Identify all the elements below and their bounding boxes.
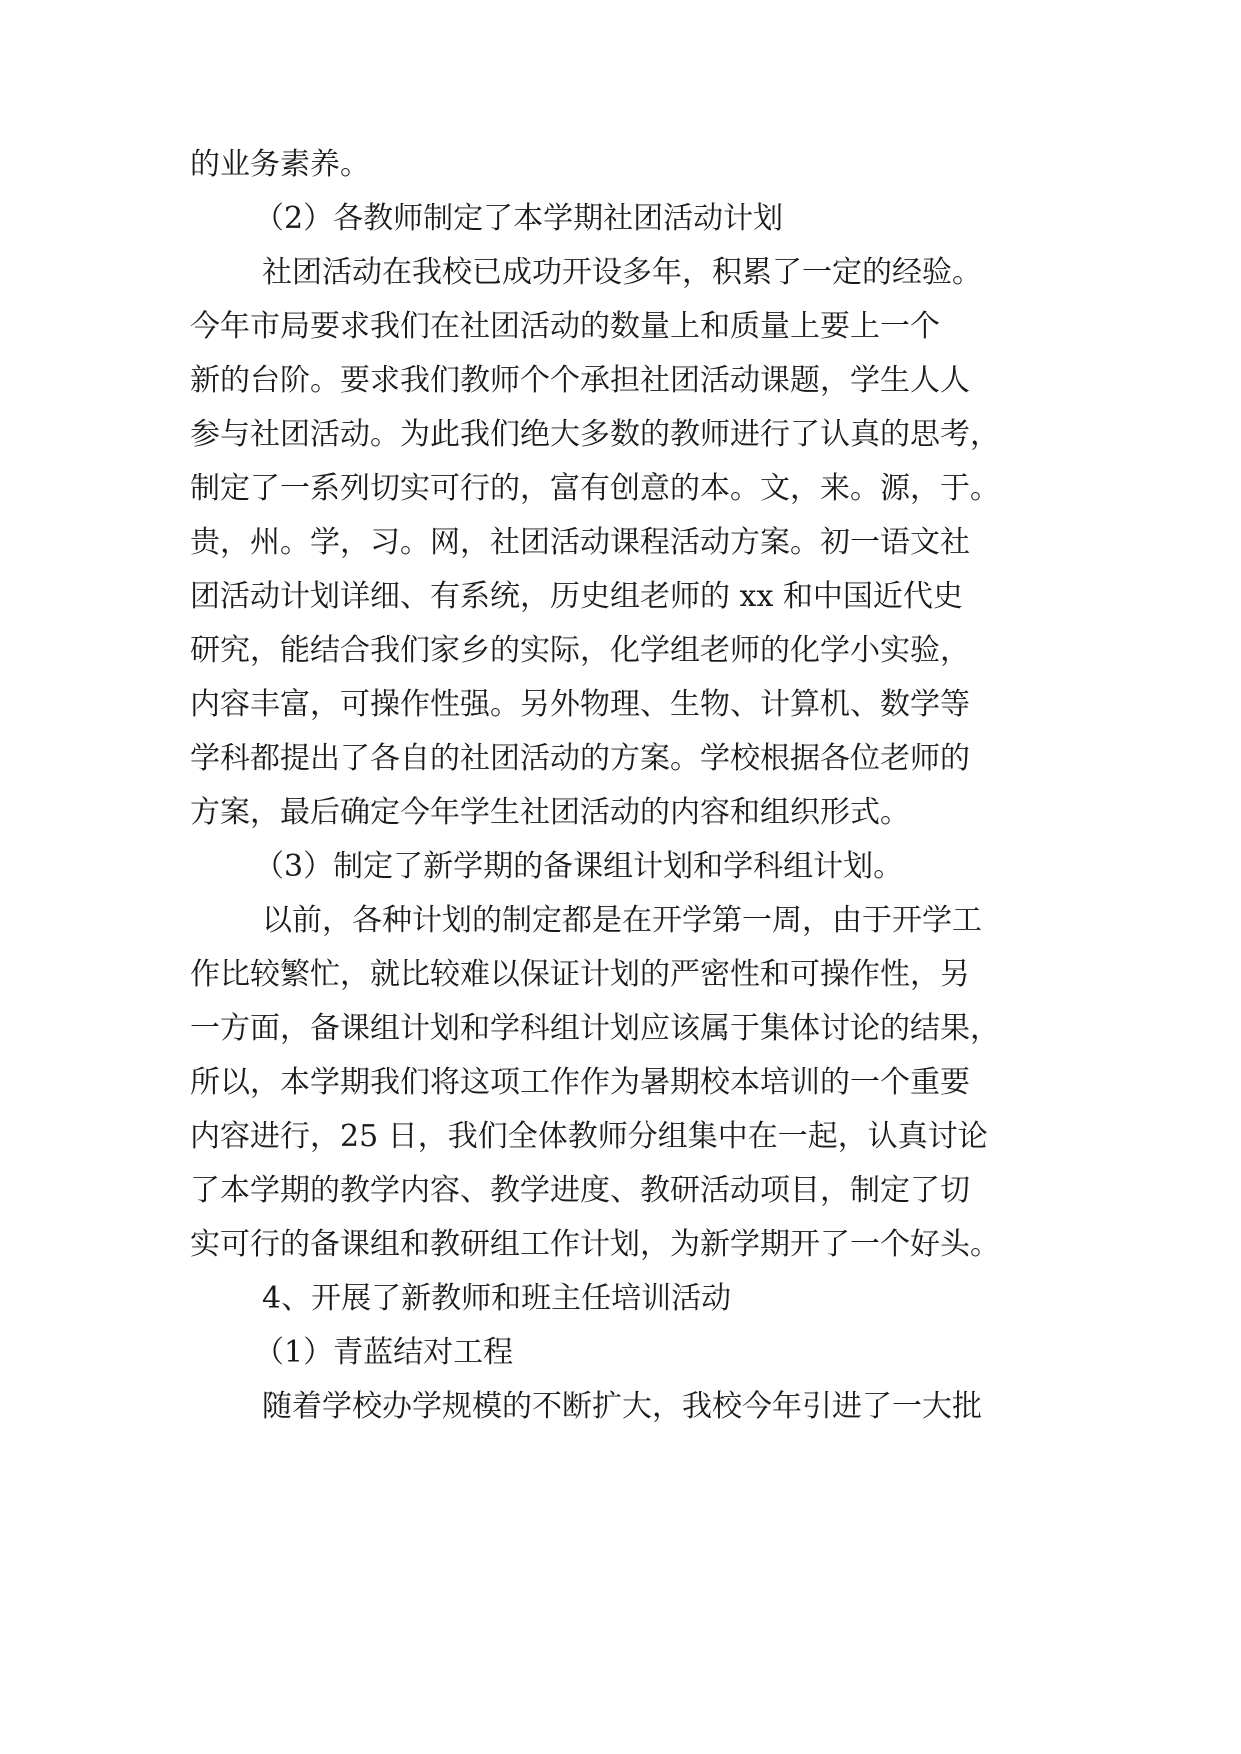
section-heading: （2）各教师制定了本学期社团活动计划 <box>254 201 784 236</box>
paragraph-line: 社团活动在我校已成功开设多年，积累了一定的经验。 <box>262 255 982 290</box>
section-heading: （1）青蓝结对工程 <box>254 1335 514 1370</box>
paragraph-line: 新的台阶。要求我们教师个个承担社团活动课题，学生人人 <box>190 363 970 398</box>
paragraph-line: 实可行的备课组和教研组工作计划，为新学期开了一个好头。 <box>190 1227 1000 1262</box>
paragraph-line: 制定了一系列切实可行的，富有创意的本。文，来。源，于。 <box>190 471 1000 506</box>
paragraph-line: 内容丰富，可操作性强。另外物理、生物、计算机、数学等 <box>190 687 970 722</box>
paragraph-line: 团活动计划详细、有系统，历史组老师的 xx 和中国近代史 <box>190 579 963 614</box>
paragraph-line: 内容进行，25 日，我们全体教师分组集中在一起，认真讨论 <box>190 1119 988 1154</box>
paragraph-line: 方案，最后确定今年学生社团活动的内容和组织形式。 <box>190 795 910 830</box>
section-heading: 4、开展了新教师和班主任培训活动 <box>262 1281 732 1316</box>
paragraph-line: 随着学校办学规模的不断扩大，我校今年引进了一大批 <box>262 1389 982 1424</box>
paragraph-line: 以前，各种计划的制定都是在开学第一周，由于开学工 <box>262 903 982 938</box>
paragraph-line: 所以，本学期我们将这项工作作为暑期校本培训的一个重要 <box>190 1065 970 1100</box>
paragraph-line: 了本学期的教学内容、教学进度、教研活动项目，制定了切 <box>190 1173 970 1208</box>
paragraph-line: 作比较繁忙，就比较难以保证计划的严密性和可操作性，另 <box>190 957 970 992</box>
section-heading: （3）制定了新学期的备课组计划和学科组计划。 <box>254 849 904 884</box>
paragraph-line: 一方面，备课组计划和学科组计划应该属于集体讨论的结果， <box>190 1011 1000 1046</box>
paragraph-line: 贵，州。学，习。网，社团活动课程活动方案。初一语文社 <box>190 525 970 560</box>
paragraph-line: 今年市局要求我们在社团活动的数量上和质量上要上一个 <box>190 309 940 344</box>
paragraph-line: 研究，能结合我们家乡的实际，化学组老师的化学小实验， <box>190 633 970 668</box>
paragraph-line: 学科都提出了各自的社团活动的方案。学校根据各位老师的 <box>190 741 970 776</box>
paragraph-line: 参与社团活动。为此我们绝大多数的教师进行了认真的思考， <box>190 417 1000 452</box>
paragraph-line: 的业务素养。 <box>190 147 370 182</box>
